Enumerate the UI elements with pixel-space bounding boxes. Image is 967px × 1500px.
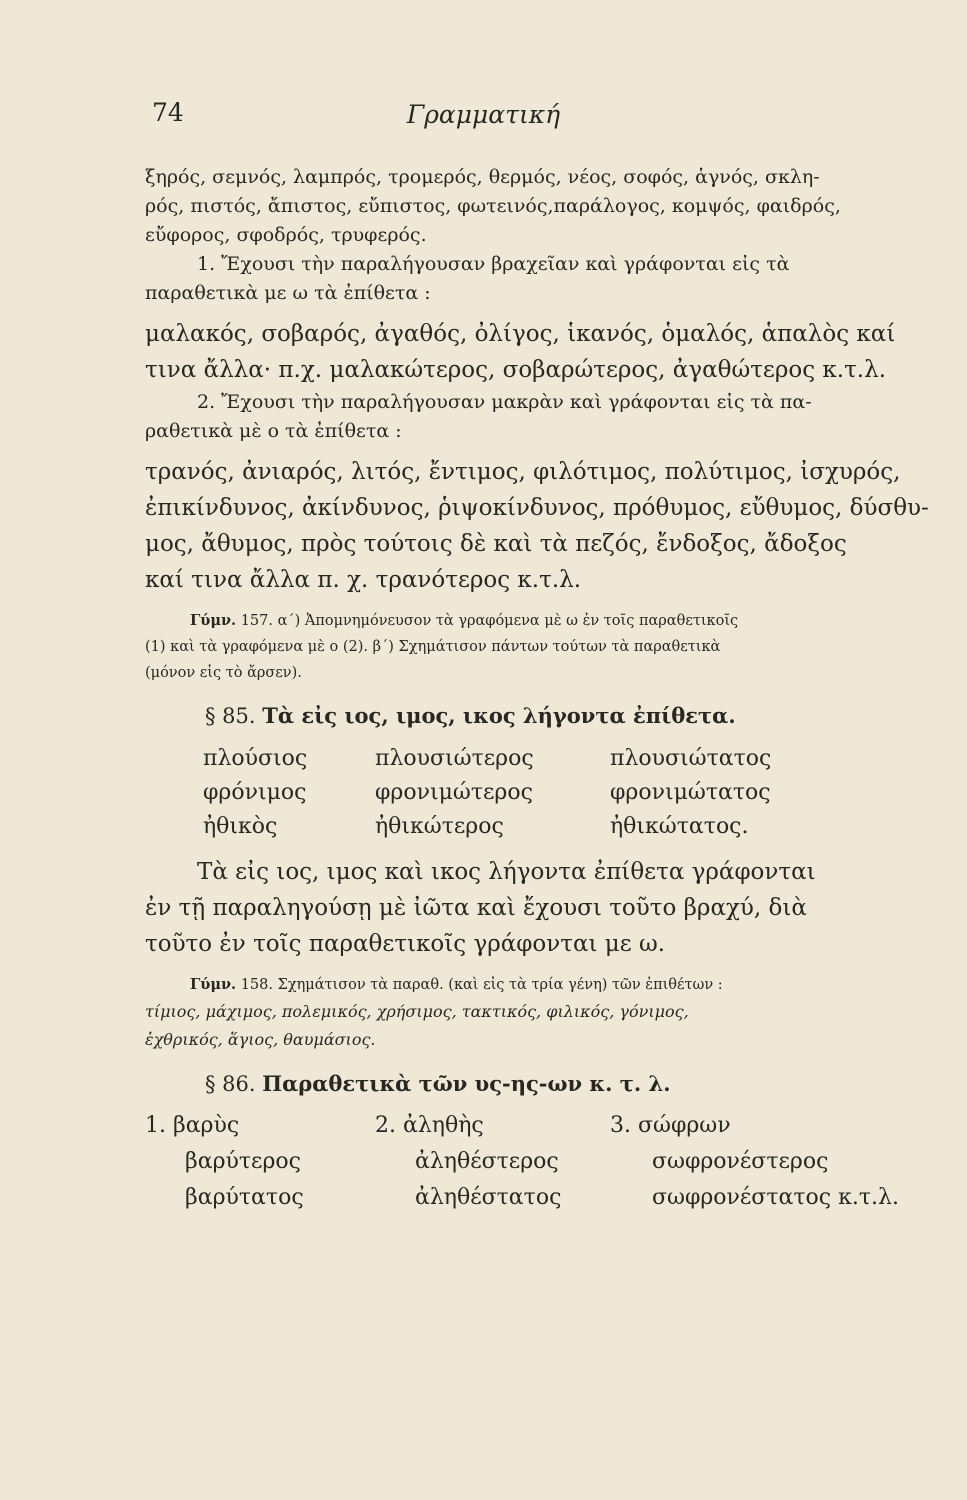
rule-line: ἐν τῇ παραληγούσῃ μὲ ἰῶτα καὶ ἔχουσι τοῦτο βραχύ, διὰ: [145, 895, 807, 921]
exercise-text: ἐχθρικός, ἅγιος, θαυμάσιος.: [145, 1030, 376, 1049]
example-line: τρανός, ἀνιαρός, λιτός, ἔντιμος, φιλότιμος, πολύτιμος, ἰσχυρός,: [145, 459, 901, 485]
exercise-text: 157. α΄) Ἀπομνημόνευσον τὰ γραφόμενα μὲ ω ἐν τοῖς παραθετικοῖς: [240, 613, 739, 629]
exercise-text: (1) καὶ τὰ γραφόμενα μὲ ο (2). β΄) Σχημάτισον πάντων τούτων τὰ παραθετικὰ: [145, 639, 721, 655]
section-title: Παραθετικὰ τῶν υς-ης-ων κ. τ. λ.: [262, 1071, 671, 1096]
section-85-heading: [145, 698, 900, 734]
exercise-text: 158. Σχημάτισον τὰ παραθ. (καὶ εἰς τὰ τρία γένη) τῶν ἐπιθέτων :: [240, 977, 723, 993]
example-line: ἐπικίνδυνος, ἀκίνδυνος, ῥιψοκίνδυνος, πρόθυμος, εὔθυμος, δύσθυ-: [145, 495, 929, 521]
table-cell: ἠθικώτατος.: [610, 814, 749, 839]
table-cell: σωφρονέστερος: [652, 1149, 829, 1174]
page-body: [145, 163, 929, 1216]
rule-line: Τὰ εἰς ιος, ιμος καὶ ικος λήγοντα ἐπίθετα γράφονται: [197, 859, 816, 885]
table-cell: 1. βαρὺς: [145, 1113, 240, 1138]
table-cell: βαρύτατος: [185, 1185, 304, 1210]
table-cell: ἀληθέστατος: [415, 1185, 562, 1210]
table-cell: 3. σώφρων: [610, 1113, 731, 1138]
table-cell: σωφρονέστατος κ.τ.λ.: [652, 1185, 899, 1210]
page-number: 74: [152, 98, 184, 127]
exercise-label: Γύμν.: [190, 976, 237, 993]
table-cell: ἠθικὸς: [203, 814, 278, 839]
text-line: εὔφορος, σφοδρός, τρυφερός.: [145, 224, 427, 246]
exercise-157: [145, 608, 900, 686]
table-cell: βαρύτερος: [185, 1149, 301, 1174]
section-86-heading: [145, 1066, 900, 1102]
exercise-text: (μόνον εἰς τὸ ἄρσεν).: [145, 665, 302, 681]
text-line: ρός, πιστός, ἄπιστος, εὔπιστος, φωτεινός,παράλογος, κομψός, φαιδρός,: [145, 195, 841, 217]
table-cell: φρόνιμος: [203, 780, 307, 805]
page-header: [0, 98, 967, 138]
text-line: παραθετικὰ με ω τὰ ἐπίθετα :: [145, 282, 431, 304]
exercise-158: [145, 972, 900, 1054]
running-title: Γραμματική: [406, 100, 561, 129]
exercise-label: Γύμν.: [190, 612, 237, 629]
table-cell: φρονιμώτατος: [610, 780, 771, 805]
table-cell: πλουσιώτερος: [375, 746, 534, 771]
example-line: μος, ἄθυμος, πρὸς τούτοις δὲ καὶ τὰ πεζός, ἔνδοξος, ἄδοξος: [145, 531, 847, 557]
example-line: καί τινα ἄλλα π. χ. τρανότερος κ.τ.λ.: [145, 567, 582, 593]
section-number: § 85.: [205, 704, 256, 728]
table-cell: 2. ἀληθὴς: [375, 1113, 484, 1138]
example-line: μαλακός, σοβαρός, ἀγαθός, ὀλίγος, ἱκανός, ὁμαλός, ἁπαλὸς καί: [145, 321, 896, 347]
rule-2-heading: 2. Ἔχουσι τὴν παραλήγουσαν μακρὰν καὶ γράφονται εἰς τὰ πα-: [197, 391, 812, 413]
comparison-table-86: [145, 1108, 900, 1216]
comparison-table-85: [145, 742, 900, 844]
table-cell: ἀληθέστερος: [415, 1149, 559, 1174]
table-cell: πλουσιώτατος: [610, 746, 772, 771]
table-cell: ἠθικώτερος: [375, 814, 504, 839]
section-number: § 86.: [205, 1072, 256, 1096]
rule-1-heading: 1. Ἔχουσι τὴν παραλήγουσαν βραχεῖαν καὶ γράφονται εἰς τὰ: [197, 253, 790, 275]
table-cell: πλούσιος: [203, 746, 308, 771]
exercise-text: τίμιος, μάχιμος, πολεμικός, χρήσιμος, τακτικός, φιλικός, γόνιμος,: [145, 1002, 689, 1021]
rule-line: τοῦτο ἐν τοῖς παραθετικοῖς γράφονται με ω.: [145, 931, 666, 957]
section-title: Τὰ εἰς ιος, ιμος, ικος λήγοντα ἐπίθετα.: [262, 703, 736, 728]
example-line: τινα ἄλλα· π.χ. μαλακώτερος, σοβαρώτερος, ἀγαθώτερος κ.τ.λ.: [145, 357, 887, 383]
text-line: ξηρός, σεμνός, λαμπρός, τρομερός, θερμός, νέος, σοφός, ἁγνός, σκλη-: [145, 166, 820, 188]
table-cell: φρονιμώτερος: [375, 780, 533, 805]
text-line: ραθετικὰ μὲ ο τὰ ἐπίθετα :: [145, 420, 402, 442]
